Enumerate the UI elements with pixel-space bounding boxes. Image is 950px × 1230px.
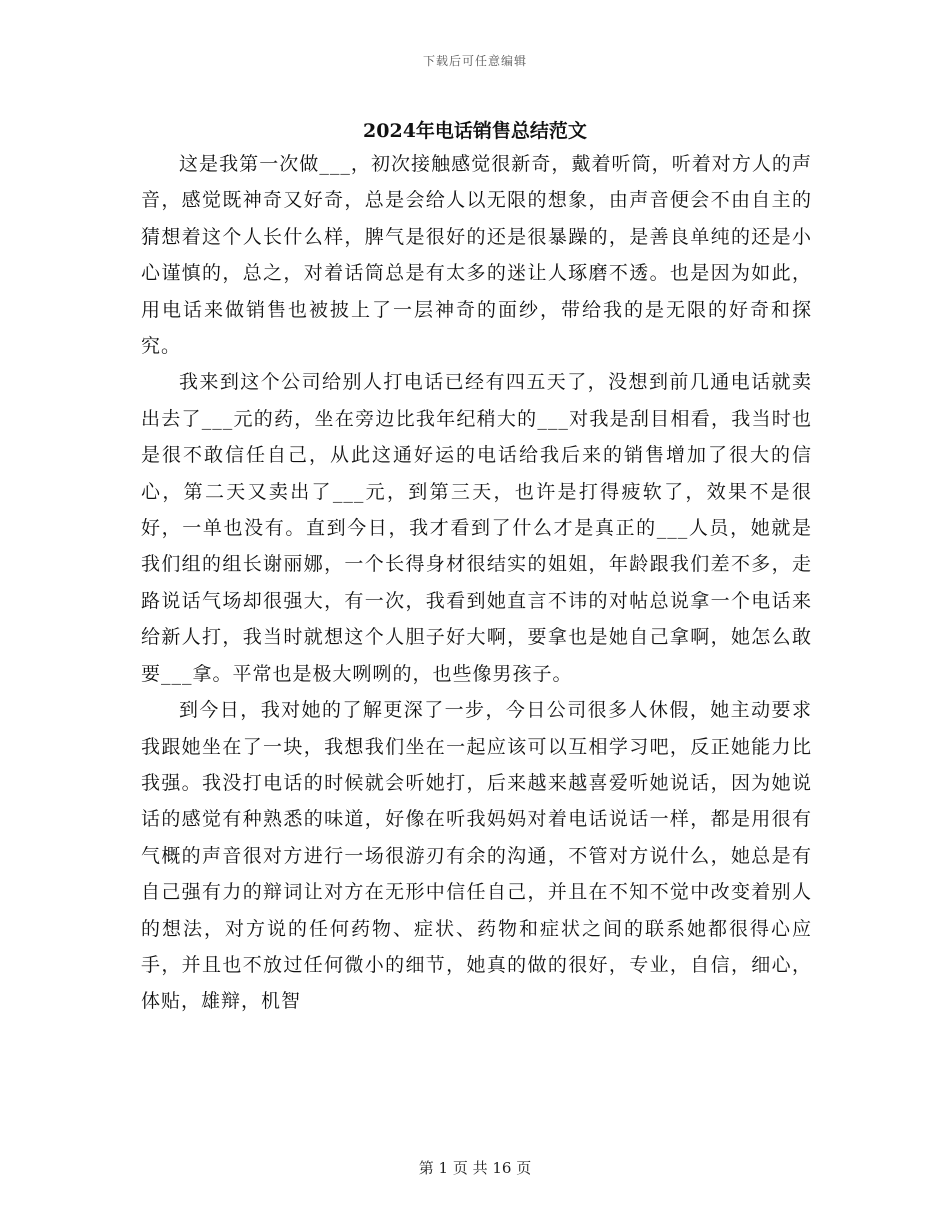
header-note: 下载后可任意编辑 — [422, 54, 527, 68]
paragraph: 我来到这个公司给别人打电话已经有四五天了，没想到前几通电话就卖出去了___元的药，坐在旁边比我年纪稍大的___对我是刮目相看，我当时也是很不敢信任自己，从此这通好运的电话给我后来的销售增加了很大的信心，第二天又卖出了___元，到第三天，也许是打得疲软了，效果不是很好，一单也没有。直到今日，我才看到了什么才是真正的___人员，她就是我们组的组长谢丽娜，一个长得身材很结实的姐姐，年龄跟我们差不多，走路说话气场却很强大，有一次，我看到她直言不讳的对帖总说拿一个电话来给新人打，我当时就想这个人胆子好大啊，要拿也是她自己拿啊，她怎么敢要___拿。平常也是极大咧咧的，也些像男孩子。 — [141, 371, 812, 685]
document-body — [141, 146, 812, 1020]
paragraph: 到今日，我对她的了解更深了一步，今日公司很多人休假，她主动要求我跟她坐在了一块，我想我们坐在一起应该可以互相学习吧，反正她能力比我强。我没打电话的时候就会听她打，后来越来越喜爱听她说话，因为她说话的感觉有种熟悉的味道，好像在听我妈妈对着电话说话一样，都是用很有气概的声音很对方进行一场很游刃有余的沟通，不管对方说什么，她总是有自己强有力的辩词让对方在无形中信任自己，并且在不知不觉中改变着别人的想法，对方说的任何药物、症状、药物和症状之间的联系她都很得心应手，并且也不放过任何微小的细节，她真的做的很好，专业，自信，细心，体贴，雄辩，机智 — [141, 699, 812, 1013]
page-number-footer: 第 1 页 共 16 页 — [418, 1159, 532, 1177]
document-title: 2024年电话销售总结范文 — [363, 120, 587, 142]
paragraph: 这是我第一次做___，初次接触感觉很新奇，戴着听筒，听着对方人的声音，感觉既神奇又好奇，总是会给人以无限的想象，由声音便会不由自主的猜想着这个人长什么样，脾气是很好的还是很暴躁的，是善良单纯的还是小心谨慎的，总之，对着话筒总是有太多的迷让人琢磨不透。也是因为如此，用电话来做销售也被披上了一层神奇的面纱，带给我的是无限的好奇和探究。 — [141, 153, 812, 358]
